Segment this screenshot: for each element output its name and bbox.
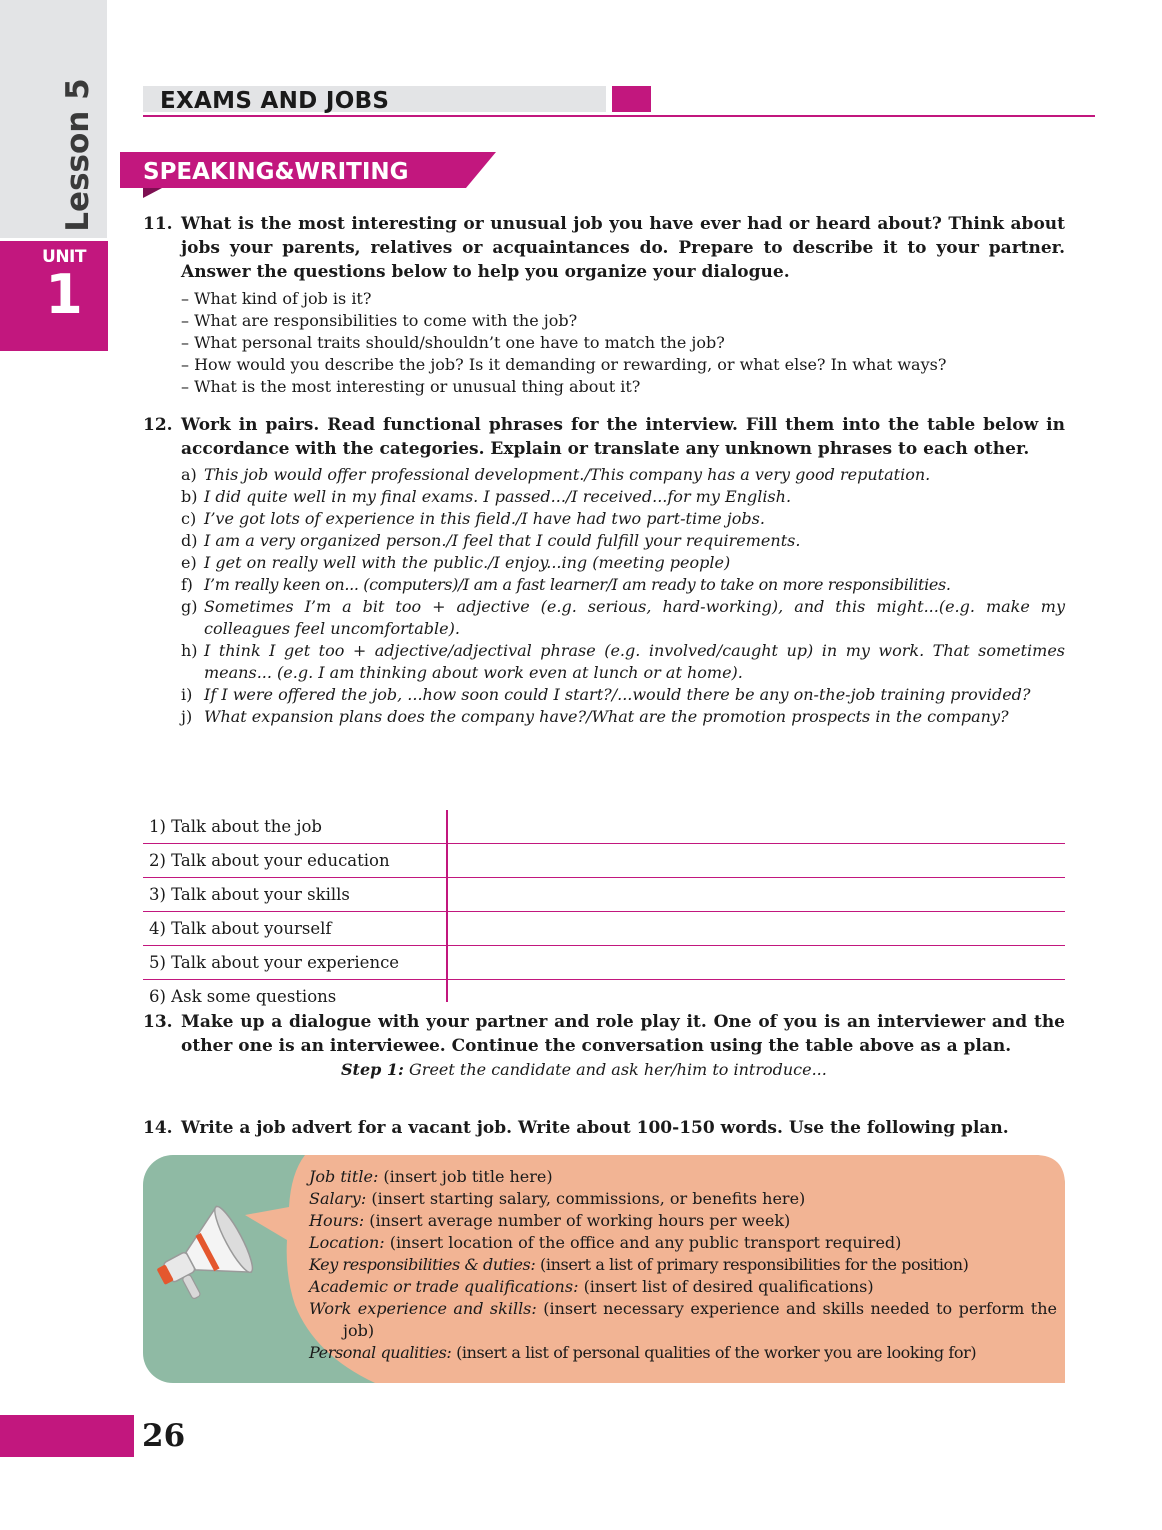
table-row-label: 4) Talk about yourself	[149, 919, 332, 938]
phrase-item: g) Sometimes I’m a bit too + adjective (e.g. serious, hard-working), and this might...(e.g. make my colleagues feel uncomfortable).	[181, 597, 1065, 638]
phrase-item: c) I’ve got lots of experience in this field./I have had two part-time jobs.	[181, 509, 765, 528]
exercise-11-instruction: 11. What is the most interesting or unusual job you have ever had or heard about? Think about jobs your parents, relatives or acquaintances do. Prepare to describe it to your partner. Answer the questions below to help you organize your dialogue.	[143, 214, 1065, 282]
advert-plan	[309, 1166, 1057, 1364]
phrase-item: h) I think I get too + adjective/adjectival phrase (e.g. involved/caught up) in my work. That sometimes means... (e.g. I am thinking about work even at lunch or at home).	[181, 641, 1065, 682]
advert-item: Salary: (insert starting salary, commissions, or benefits here)	[309, 1189, 806, 1208]
phrase-item: e) I get on really well with the public./I enjoy...ing (meeting people)	[181, 553, 731, 572]
phrase-item: d) I am a very organized person./I feel that I could fulfill your requirements.	[181, 531, 801, 550]
advert-item: Academic or trade qualifications: (insert list of desired qualifications)	[309, 1277, 874, 1296]
exercise-12-instruction: 12. Work in pairs. Read functional phrases for the interview. Fill them into the table below in accordance with the categories. Explain or translate any unknown phrases to each other.	[143, 415, 1065, 459]
exercise-14-instruction: 14. Write a job advert for a vacant job. Write about 100-150 words. Use the following plan.	[143, 1118, 1009, 1138]
advert-item: Key responsibilities & duties: (insert a list of primary responsibilities for the position)	[309, 1255, 969, 1274]
exercise-11	[143, 212, 1065, 398]
question-item: – What personal traits should/shouldn’t one have to match the job?	[181, 333, 725, 352]
section-title: SPEAKING&WRITING	[143, 159, 409, 185]
table-row-label: 5) Talk about your experience	[149, 953, 400, 972]
category-table	[143, 810, 1065, 1013]
phrase-item: f) I’m really keen on... (computers)/I am a fast learner/I am ready to take on more responsibilities.	[181, 575, 951, 594]
exercise-13	[143, 1010, 1065, 1081]
exercise-11-questions	[143, 288, 1065, 398]
footer-bar	[0, 1415, 134, 1457]
megaphone-icon	[145, 1190, 255, 1320]
advert-item: Hours: (insert average number of working hours per week)	[309, 1211, 791, 1230]
table-row	[143, 878, 1065, 912]
header-accent-square	[612, 86, 651, 112]
question-item: – What are responsibilities to come with the job?	[181, 311, 578, 330]
table-row	[143, 980, 1065, 1013]
advert-item: Personal qualities: (insert a list of personal qualities of the worker you are looking for)	[309, 1343, 977, 1362]
page-number: 26	[142, 1418, 186, 1454]
lesson-label: Lesson 5	[60, 78, 96, 232]
exercise-13-instruction: 13. Make up a dialogue with your partner and role play it. One of you is an interviewer and the other one is an interviewee. Continue the conversation using the table above as a plan.	[143, 1012, 1065, 1056]
advert-item: Work experience and skills: (insert necessary experience and skills needed to perform the job)	[309, 1299, 1057, 1340]
table-row-label: 2) Talk about your education	[149, 851, 390, 870]
phrase-list	[143, 464, 1065, 728]
table-row	[143, 810, 1065, 844]
advert-item: Job title: (insert job title here)	[309, 1167, 553, 1186]
question-item: – What kind of job is it?	[181, 289, 372, 308]
table-divider	[446, 810, 448, 1002]
exercise-14	[143, 1116, 1065, 1140]
header-rule	[143, 115, 1095, 117]
phrase-item: b) I did quite well in my final exams. I passed.../I received...for my English.	[181, 487, 792, 506]
step-line: Step 1: Greet the candidate and ask her/him to introduce...	[341, 1060, 827, 1079]
question-item: – What is the most interesting or unusual thing about it?	[181, 377, 641, 396]
exercise-12	[143, 413, 1065, 728]
phrase-item: j) What expansion plans does the company have?/What are the promotion prospects in the company?	[181, 707, 1009, 726]
unit-number: 1	[45, 263, 83, 326]
phrase-item: a) This job would offer professional development./This company has a very good reputation.	[181, 465, 931, 484]
table-row	[143, 844, 1065, 878]
table-row-label: 1) Talk about the job	[149, 817, 322, 836]
table-row-label: 3) Talk about your skills	[149, 885, 350, 904]
table-row-label: 6) Ask some questions	[149, 987, 337, 1006]
table-row	[143, 946, 1065, 980]
page-title: EXAMS AND JOBS	[160, 88, 390, 114]
table-row	[143, 912, 1065, 946]
unit-word: UNIT	[42, 247, 86, 267]
phrase-item: i) If I were offered the job, ...how soon could I start?/...would there be any on-the-job training provided?	[181, 685, 1031, 704]
question-item: – How would you describe the job? Is it demanding or rewarding, or what else? In what ways?	[181, 355, 947, 374]
advert-item: Location: (insert location of the office and any public transport required)	[309, 1233, 902, 1252]
